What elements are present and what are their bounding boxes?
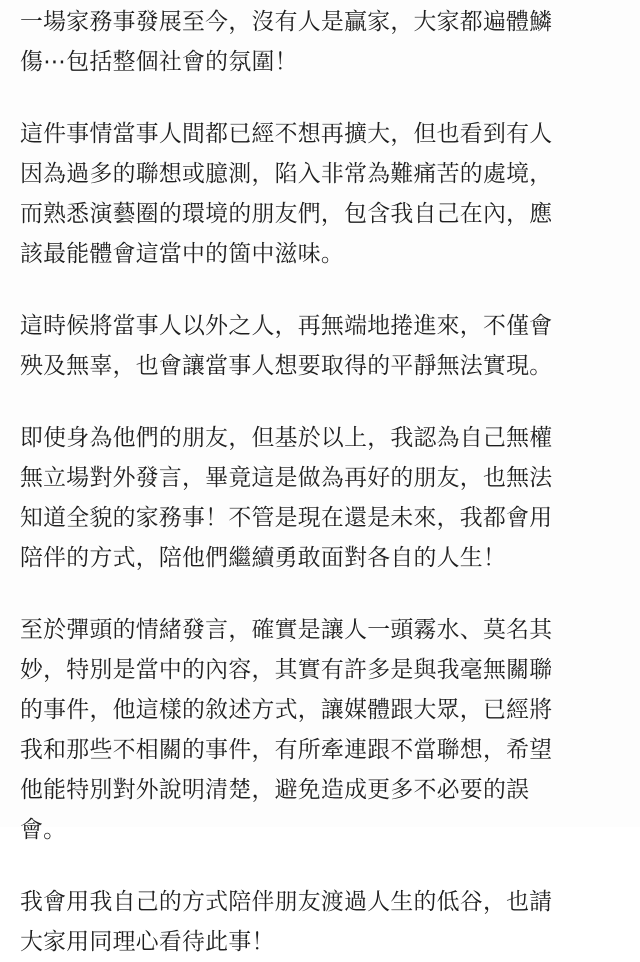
text-line: 我和那些不相關的事件，有所牽連跟不當聯想，希望	[20, 737, 553, 763]
text-line: 而熟悉演藝圈的環境的朋友們，包含我自己在內，應	[20, 201, 553, 227]
text-line: 大家用同理心看待此事！	[20, 929, 275, 955]
text-line: 無立場對外發言，畢竟這是做為再好的朋友，也無法	[20, 465, 553, 491]
text-line: 傷⋯包括整個社會的氛圍！	[20, 49, 298, 75]
text-line: 的事件，他這樣的敘述方式，讓媒體跟大眾，已經將	[20, 697, 553, 723]
text-line: 至於彈頭的情緒發言，確實是讓人一頭霧水、莫名其	[20, 617, 553, 643]
paragraph-gap	[20, 274, 632, 306]
text-line: 即使身為他們的朋友，但基於以上，我認為自己無權	[20, 425, 553, 451]
text-line: 他能特別對外說明清楚，避免造成更多不必要的誤	[20, 777, 530, 803]
paragraph-gap	[20, 578, 632, 610]
paragraph-2	[20, 114, 632, 274]
paragraph-gap	[20, 82, 632, 114]
text-line: 因為過多的聯想或臆測，陷入非常為難痛苦的處境，	[20, 161, 553, 187]
statement-text	[20, 2, 632, 962]
text-line: 殃及無辜，也會讓當事人想要取得的平靜無法實現。	[20, 353, 553, 379]
text-line: 妙，特別是當中的內容，其實有許多是與我毫無關聯	[20, 657, 553, 683]
text-line: 會。	[20, 817, 67, 843]
paragraph-3	[20, 306, 632, 386]
text-line: 該最能體會這當中的箇中滋味。	[20, 241, 345, 267]
paragraph-1	[20, 2, 632, 82]
text-line: 我會用我自己的方式陪伴朋友渡過人生的低谷，也請	[20, 889, 553, 915]
text-line: 一場家務事發展至今，沒有人是贏家，大家都遍體鱗	[20, 9, 553, 35]
paragraph-6	[20, 882, 632, 962]
paragraph-4	[20, 418, 632, 578]
text-line: 知道全貌的家務事！不管是現在還是未來，我都會用	[20, 505, 553, 531]
text-line: 這時候將當事人以外之人，再無端地捲進來，不僅會	[20, 313, 553, 339]
paragraph-5	[20, 610, 632, 850]
text-line: 陪伴的方式，陪他們繼續勇敢面對各自的人生！	[20, 545, 507, 571]
text-line: 這件事情當事人間都已經不想再擴大，但也看到有人	[20, 121, 553, 147]
paragraph-gap	[20, 850, 632, 882]
paragraph-gap	[20, 386, 632, 418]
